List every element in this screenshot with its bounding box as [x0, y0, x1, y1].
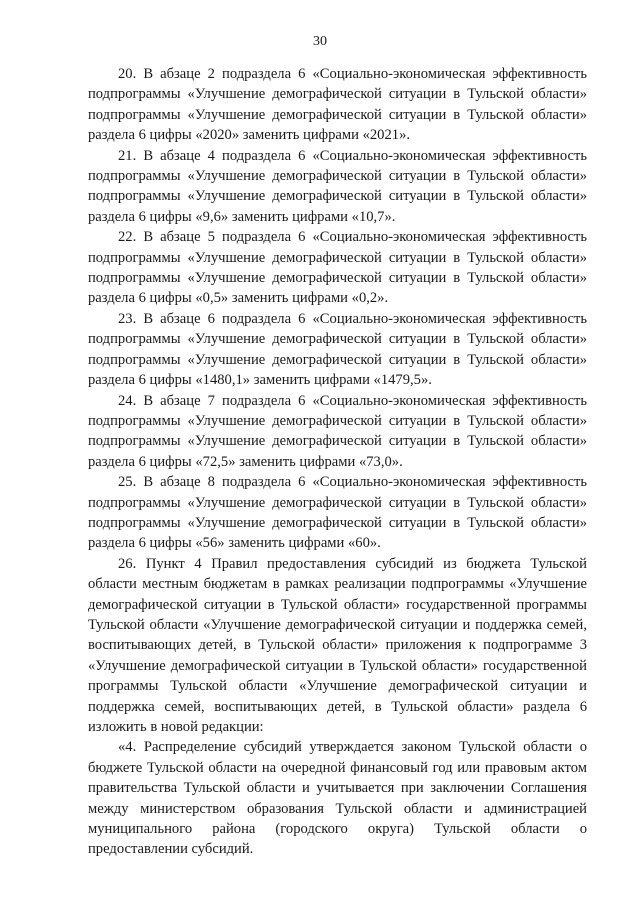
paragraph-26: 26. Пункт 4 Правил предоставления субсидий из бюджета Тульской области местным бюджетам в рамках реализации подпрограммы «Улучшение демографической ситуации в Тульской области» государственной программы Тульской области «Улучшение демографической ситуации и поддержка семей, воспитывающих детей, в Тульской области» приложения к подпрограмме 3 «Улучшение демографической ситуации в Тульской области» государственной программы Тульской области «Улучшение демографической ситуации и поддержка семей, воспитывающих детей, в Тульской области» раздела 6 изложить в новой редакции:: [88, 555, 587, 735]
paragraph-20: 20. В абзаце 2 подраздела 6 «Социально-экономическая эффективность подпрограммы «Улучшение демографической ситуации в Тульской области» подпрограммы «Улучшение демографической ситуации в Тульской области» раздела 6 цифры «2020» заменить цифрами «2021».: [88, 66, 587, 144]
paragraph-24: 24. В абзаце 7 подраздела 6 «Социально-экономическая эффективность подпрограммы «Улучшение демографической ситуации в Тульской области» подпрограммы «Улучшение демографической ситуации в Тульской области» раздела 6 цифры «72,5» заменить цифрами «73,0».: [88, 392, 587, 470]
paragraph-25: 25. В абзаце 8 подраздела 6 «Социально-экономическая эффективность подпрограммы «Улучшение демографической ситуации в Тульской области» подпрограммы «Улучшение демографической ситуации в Тульской области» раздела 6 цифры «56» заменить цифрами «60».: [88, 474, 587, 552]
document-body: [88, 64, 587, 860]
page-number: 30: [313, 34, 327, 49]
paragraph-22: 22. В абзаце 5 подраздела 6 «Социально-экономическая эффективность подпрограммы «Улучшение демографической ситуации в Тульской области» подпрограммы «Улучшение демографической ситуации в Тульской области» раздела 6 цифры «0,5» заменить цифрами «0,2».: [88, 229, 587, 307]
paragraph-21: 21. В абзаце 4 подраздела 6 «Социально-экономическая эффективность подпрограммы «Улучшение демографической ситуации в Тульской области» подпрограммы «Улучшение демографической ситуации в Тульской области» раздела 6 цифры «9,6» заменить цифрами «10,7».: [88, 147, 587, 225]
quoted-paragraph-4: «4. Распределение субсидий утверждается законом Тульской области о бюджете Тульской области на очередной финансовый год или правовым актом правительства Тульской области и учитывается при заключении Соглашения между министерством образования Тульской области и администрацией муниципального района (городского округа) Тульской области о предоставлении субсидий.: [88, 739, 587, 858]
paragraph-23: 23. В абзаце 6 подраздела 6 «Социально-экономическая эффективность подпрограммы «Улучшение демографической ситуации в Тульской области» подпрограммы «Улучшение демографической ситуации в Тульской области» раздела 6 цифры «1480,1» заменить цифрами «1479,5».: [88, 310, 587, 389]
